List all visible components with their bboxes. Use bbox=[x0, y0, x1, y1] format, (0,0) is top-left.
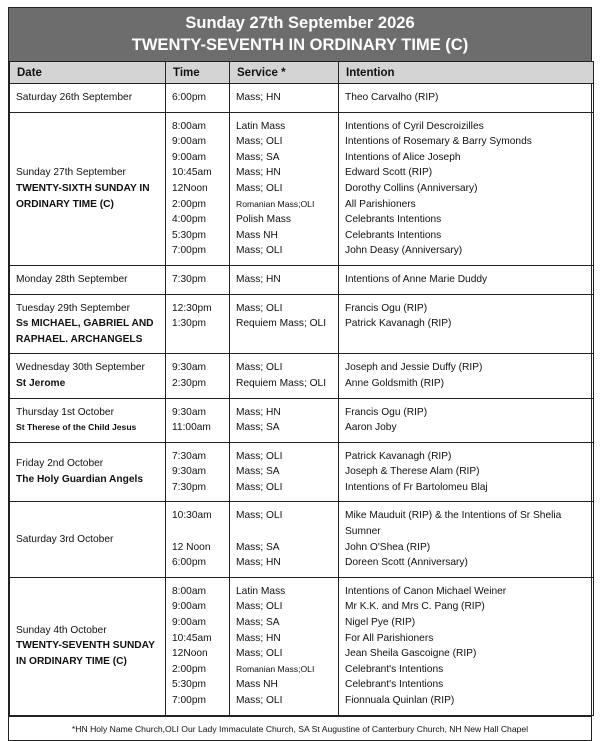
service-entry: Mass; OLI bbox=[236, 481, 283, 493]
intention-cell bbox=[339, 502, 594, 577]
service-cell bbox=[230, 398, 339, 442]
table-row bbox=[10, 502, 594, 577]
service-cell bbox=[230, 502, 339, 577]
intention-entry: Intentions of Canon Michael Weiner bbox=[345, 585, 507, 597]
service-cell bbox=[230, 84, 339, 113]
service-entry: Mass; OLI bbox=[236, 302, 283, 314]
schedule-table bbox=[9, 61, 594, 716]
table-body bbox=[10, 84, 594, 716]
intention-entry: Jean Sheila Gascoigne (RIP) bbox=[345, 648, 477, 660]
date-label: Wednesday 30th September bbox=[16, 362, 145, 374]
date-label: Monday 28th September bbox=[16, 273, 128, 285]
time-entry: 2:30pm bbox=[172, 377, 206, 389]
service-cell bbox=[230, 577, 339, 715]
table-row bbox=[10, 577, 594, 715]
date-cell bbox=[10, 442, 166, 502]
feast-label: St Jerome bbox=[16, 377, 66, 389]
time-entry: 9:00am bbox=[172, 617, 206, 629]
table-row bbox=[10, 398, 594, 442]
service-entry: Polish Mass bbox=[236, 214, 291, 226]
spacer bbox=[236, 524, 332, 540]
service-entry: Mass; OLI bbox=[236, 601, 283, 613]
time-entry: 4:00pm bbox=[172, 214, 206, 226]
time-cell bbox=[166, 294, 230, 354]
service-entry: Mass; OLI bbox=[236, 136, 283, 148]
intention-entry: John Deasy (Anniversary) bbox=[345, 245, 463, 257]
intention-entry: Dorothy Collins (Anniversary) bbox=[345, 182, 478, 194]
intention-entry: Intentions of Cyril Descroizilles bbox=[345, 120, 484, 132]
time-cell bbox=[166, 398, 230, 442]
time-entry: 10:45am bbox=[172, 167, 212, 179]
intention-cell bbox=[339, 442, 594, 502]
date-label: Tuesday 29th September bbox=[16, 302, 131, 314]
intention-cell bbox=[339, 398, 594, 442]
service-cell bbox=[230, 112, 339, 265]
date-cell bbox=[10, 502, 166, 577]
date-cell bbox=[10, 398, 166, 442]
date-cell bbox=[10, 354, 166, 398]
time-entry: 8:00am bbox=[172, 120, 206, 132]
service-cell bbox=[230, 294, 339, 354]
time-entry: 9:30am bbox=[172, 466, 206, 478]
date-label: Friday 2nd October bbox=[16, 458, 104, 470]
time-entry: 7:00pm bbox=[172, 695, 206, 706]
date-cell bbox=[10, 112, 166, 265]
intention-entry: Celebrant's Intentions bbox=[345, 663, 444, 675]
mass-schedule bbox=[8, 7, 592, 741]
intention-entry: Francis Ogu (RIP) bbox=[345, 406, 428, 418]
time-entry: 5:30pm bbox=[172, 679, 206, 691]
intention-entry: Mike Mauduit (RIP) & the Intentions of Sr Shelia Sumner bbox=[345, 510, 562, 538]
time-entry: 7:30am bbox=[172, 450, 206, 462]
table-row bbox=[10, 354, 594, 398]
service-entry: Mass; SA bbox=[236, 151, 280, 163]
service-entry: Mass; HN bbox=[236, 167, 281, 179]
column-header-intention: Intention bbox=[339, 62, 594, 84]
intention-entry: Edward Scott (RIP) bbox=[345, 167, 433, 179]
service-entry: Mass NH bbox=[236, 229, 278, 241]
time-entry: 12Noon bbox=[172, 182, 208, 194]
date-label: Sunday 4th October bbox=[16, 624, 107, 636]
time-entry: 2:00pm bbox=[172, 663, 206, 675]
intention-entry: Joseph & Therese Alam (RIP) bbox=[345, 466, 480, 478]
intention-entry: Intentions of Fr Bartolomeu Blaj bbox=[345, 481, 488, 493]
service-entry: Mass; OLI bbox=[236, 510, 283, 522]
intention-entry: Intentions of Rosemary & Barry Symonds bbox=[345, 136, 532, 148]
service-entry: Romanian Mass;OLI bbox=[236, 663, 315, 674]
service-entry: Mass; OLI bbox=[236, 648, 283, 660]
time-entry: 6:00pm bbox=[172, 557, 206, 569]
feast-label: Ss MICHAEL, GABRIEL AND RAPHAEL. ARCHANGELS bbox=[16, 318, 154, 345]
intention-cell bbox=[339, 265, 594, 294]
service-entry: Mass; OLI bbox=[236, 695, 283, 706]
time-entry: 9:30am bbox=[172, 362, 206, 374]
intention-cell bbox=[339, 294, 594, 354]
intention-entry: Anne Goldsmith (RIP) bbox=[345, 377, 445, 389]
table-row bbox=[10, 84, 594, 113]
service-entry: Mass; OLI bbox=[236, 450, 283, 462]
time-entry: 1:30pm bbox=[172, 318, 206, 330]
date-label: Sunday 27th September bbox=[16, 167, 126, 179]
service-entry: Mass; OLI bbox=[236, 182, 283, 194]
intention-cell bbox=[339, 112, 594, 265]
intention-entry: Fionnuala Quinlan (RIP) bbox=[345, 695, 455, 706]
service-entry: Mass; HN bbox=[236, 273, 281, 285]
intention-cell bbox=[339, 354, 594, 398]
intention-entry: Nigel Pye (RIP) bbox=[345, 617, 416, 629]
time-entry: 7:00pm bbox=[172, 245, 206, 257]
time-entry: 10:45am bbox=[172, 632, 212, 644]
time-entry: 7:30pm bbox=[172, 481, 206, 493]
intention-entry: Joseph and Jessie Duffy (RIP) bbox=[345, 362, 483, 374]
intention-entry: Patrick Kavanagh (RIP) bbox=[345, 450, 452, 462]
schedule-header bbox=[9, 8, 591, 61]
intention-entry: Intentions of Alice Joseph bbox=[345, 151, 461, 163]
service-entry: Romanian Mass;OLI bbox=[236, 198, 315, 209]
time-entry: 9:00am bbox=[172, 136, 206, 148]
time-cell bbox=[166, 112, 230, 265]
table-row bbox=[10, 265, 594, 294]
date-cell bbox=[10, 84, 166, 113]
time-entry: 9:30am bbox=[172, 406, 206, 418]
service-entry: Mass; SA bbox=[236, 422, 280, 434]
service-entry: Mass; SA bbox=[236, 541, 280, 553]
intention-entry: Intentions of Anne Marie Duddy bbox=[345, 273, 488, 285]
column-header-time: Time bbox=[166, 62, 230, 84]
time-entry: 8:00am bbox=[172, 585, 206, 597]
intention-entry: Celebrants Intentions bbox=[345, 229, 442, 241]
date-label: Thursday 1st October bbox=[16, 406, 114, 418]
service-cell bbox=[230, 442, 339, 502]
date-label: Saturday 3rd October bbox=[16, 533, 114, 545]
table-header-row bbox=[10, 62, 594, 84]
date-cell bbox=[10, 265, 166, 294]
date-label: Saturday 26th September bbox=[16, 92, 133, 103]
table-row bbox=[10, 112, 594, 265]
feast-label: The Holy Guardian Angels bbox=[16, 474, 143, 486]
service-cell bbox=[230, 265, 339, 294]
table-row bbox=[10, 442, 594, 502]
table-row bbox=[10, 294, 594, 354]
time-entry: 9:00am bbox=[172, 151, 206, 163]
time-entry: 2:00pm bbox=[172, 198, 206, 210]
time-entry: 12 Noon bbox=[172, 541, 211, 553]
intention-entry: John O'Shea (RIP) bbox=[345, 541, 431, 553]
intention-entry: Francis Ogu (RIP) bbox=[345, 302, 428, 314]
service-entry: Mass NH bbox=[236, 679, 278, 691]
service-entry: Mass; HN bbox=[236, 632, 281, 644]
service-entry: Mass; HN bbox=[236, 92, 281, 103]
page-subtitle: TWENTY-SEVENTH IN ORDINARY TIME (C) bbox=[131, 36, 469, 54]
time-cell bbox=[166, 442, 230, 502]
intention-entry: All Parishioners bbox=[345, 198, 416, 210]
intention-cell bbox=[339, 84, 594, 113]
time-entry: 12:30pm bbox=[172, 302, 212, 314]
service-entry: Requiem Mass; OLI bbox=[236, 377, 327, 389]
service-entry: Latin Mass bbox=[236, 120, 286, 132]
page-title: Sunday 27th September 2026 bbox=[185, 14, 415, 32]
service-entry: Latin Mass bbox=[236, 585, 286, 597]
time-entry: 12Noon bbox=[172, 648, 208, 660]
spacer bbox=[172, 524, 223, 540]
time-cell bbox=[166, 354, 230, 398]
service-entry: Mass; OLI bbox=[236, 245, 283, 257]
intention-entry: Mr K.K. and Mrs C. Pang (RIP) bbox=[345, 601, 485, 613]
time-cell bbox=[166, 265, 230, 294]
service-entry: Mass; OLI bbox=[236, 362, 283, 374]
feast-label: TWENTY-SEVENTH SUNDAY IN ORDINARY TIME (C) bbox=[16, 640, 155, 668]
intention-entry: For All Parishioners bbox=[345, 632, 434, 644]
time-cell bbox=[166, 502, 230, 577]
service-entry: Requiem Mass; OLI bbox=[236, 318, 327, 330]
time-entry: 6:00pm bbox=[172, 92, 206, 103]
feast-label: St Therese of the Child Jesus bbox=[16, 422, 137, 433]
column-header-date: Date bbox=[10, 62, 166, 84]
service-cell bbox=[230, 354, 339, 398]
date-cell bbox=[10, 294, 166, 354]
intention-cell bbox=[339, 577, 594, 715]
intention-entry: Theo Carvalho (RIP) bbox=[345, 92, 439, 103]
service-entry: Mass; HN bbox=[236, 406, 281, 418]
time-entry: 10:30am bbox=[172, 510, 212, 522]
time-cell bbox=[166, 84, 230, 113]
intention-entry: Aaron Joby bbox=[345, 422, 397, 434]
time-entry: 7:30pm bbox=[172, 273, 206, 285]
feast-label: TWENTY-SIXTH SUNDAY IN ORDINARY TIME (C) bbox=[16, 182, 150, 210]
time-entry: 5:30pm bbox=[172, 229, 206, 241]
intention-entry: Doreen Scott (Anniversary) bbox=[345, 557, 468, 569]
column-header-service: Service * bbox=[230, 62, 339, 84]
time-cell bbox=[166, 577, 230, 715]
intention-entry: Celebrants Intentions bbox=[345, 214, 442, 226]
service-entry: Mass; SA bbox=[236, 466, 280, 478]
footnote: *HN Holy Name Church,OLI Our Lady Immaculate Church, SA St Augustine of Canterbury Church, NH New Hall Chapel bbox=[9, 716, 591, 740]
service-entry: Mass; SA bbox=[236, 617, 280, 629]
intention-entry: Celebrant's Intentions bbox=[345, 679, 444, 691]
time-entry: 11:00am bbox=[172, 422, 211, 434]
time-entry: 9:00am bbox=[172, 601, 206, 613]
service-entry: Mass; HN bbox=[236, 557, 281, 569]
date-cell bbox=[10, 577, 166, 715]
intention-entry: Patrick Kavanagh (RIP) bbox=[345, 318, 452, 330]
